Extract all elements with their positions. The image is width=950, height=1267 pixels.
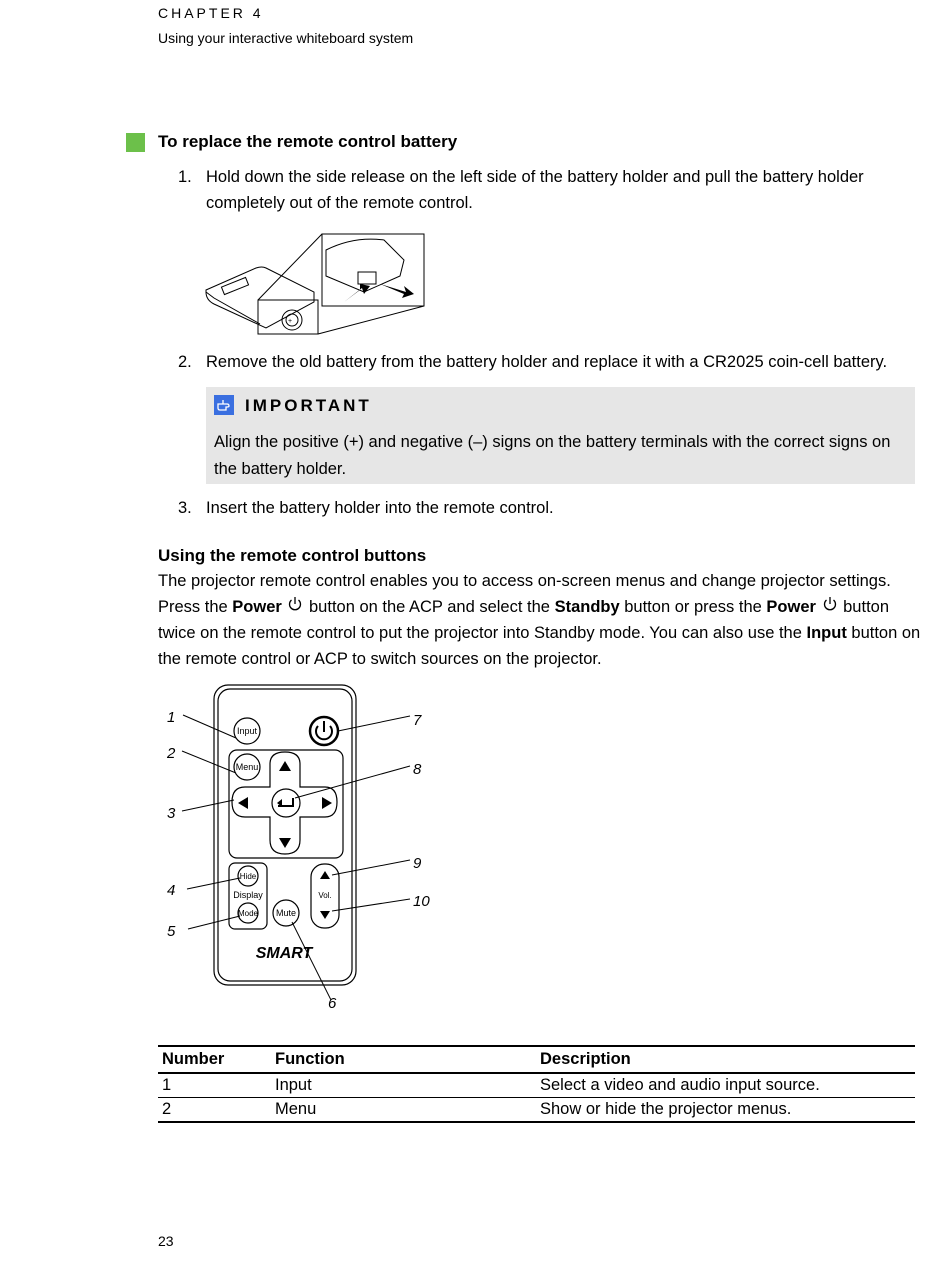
chapter-subtitle: Using your interactive whiteboard system xyxy=(158,30,414,46)
callout-9: 9 xyxy=(413,855,422,872)
remote-control-diagram xyxy=(160,682,460,1017)
step-number: 1. xyxy=(178,168,192,186)
table-cell: 2 xyxy=(158,1098,271,1123)
up-arrow-icon xyxy=(279,761,291,771)
enter-button xyxy=(272,789,300,817)
text-run: button twice on the remote control to put the projector into Standby mode. You can also use the xyxy=(158,598,890,642)
bold-term: Power xyxy=(232,598,282,616)
bold-term: Standby xyxy=(554,598,620,616)
svg-text:+: + xyxy=(288,318,293,325)
table-cell: Show or hide the projector menus. xyxy=(536,1098,915,1123)
callout-3: 3 xyxy=(167,805,176,822)
vol-label: Vol. xyxy=(318,891,332,900)
section-paragraph xyxy=(158,568,928,672)
callout-10: 10 xyxy=(413,893,430,910)
step-text: Remove the old battery from the battery holder and replace it with a CR2025 coin-cell battery. xyxy=(206,353,888,371)
column-header: Description xyxy=(536,1046,915,1073)
table-row xyxy=(158,1073,915,1098)
smart-logo: SMART xyxy=(255,945,313,962)
step-number: 3. xyxy=(178,499,192,517)
step-text: Insert the battery holder into the remote control. xyxy=(206,499,554,517)
left-arrow-icon xyxy=(238,797,248,809)
battery-holder-illustration xyxy=(204,232,428,338)
callout-4: 4 xyxy=(167,882,176,899)
section-title: Using the remote control buttons xyxy=(158,546,427,565)
page-number: 23 xyxy=(158,1233,174,1249)
text-run: The projector remote control enables you to access on-screen menus and change projector settings. Press the xyxy=(158,572,891,616)
display-label: Display xyxy=(233,890,263,900)
vol-down-icon xyxy=(320,911,330,919)
table-cell: Input xyxy=(271,1073,536,1098)
power-icon xyxy=(821,594,839,620)
chapter-heading: CHAPTER 4 xyxy=(158,5,264,21)
callout-2: 2 xyxy=(167,745,176,762)
input-button-label: Input xyxy=(236,726,258,736)
important-text: Align the positive (+) and negative (–) signs on the battery terminals with the correct signs on the battery holder. xyxy=(214,433,891,478)
text-run: button on the remote control or ACP to switch sources on the projector. xyxy=(158,624,921,668)
callout-5: 5 xyxy=(167,923,176,940)
step-number: 2. xyxy=(178,353,192,371)
bold-term: Input xyxy=(806,624,847,642)
pointing-hand-icon xyxy=(214,395,234,415)
column-header: Number xyxy=(158,1046,271,1073)
bold-term: Power xyxy=(766,598,816,616)
column-header: Function xyxy=(271,1046,536,1073)
table-cell: Menu xyxy=(271,1098,536,1123)
table-row xyxy=(158,1098,915,1123)
table-header-row xyxy=(158,1046,915,1073)
down-arrow-icon xyxy=(279,838,291,848)
procedure-title: To replace the remote control battery xyxy=(158,132,458,151)
callout-8: 8 xyxy=(413,761,422,778)
remote-outline xyxy=(214,685,356,985)
callout-7: 7 xyxy=(413,712,422,729)
vol-up-icon xyxy=(320,871,330,879)
table-cell: Select a video and audio input source. xyxy=(536,1073,915,1098)
step-text: Hold down the side release on the left side of the battery holder and pull the battery holder completely out of the remote control. xyxy=(206,168,864,212)
callout-1: 1 xyxy=(167,709,176,726)
mute-button-label: Mute xyxy=(275,908,297,918)
power-icon xyxy=(286,594,304,620)
procedure-marker-icon xyxy=(126,133,145,152)
menu-button-label: Menu xyxy=(235,762,259,772)
hide-button-label: Hide xyxy=(239,872,257,881)
important-label: IMPORTANT xyxy=(245,396,372,415)
text-run: button on the ACP and select the xyxy=(304,598,555,616)
button-function-table xyxy=(158,1045,915,1123)
text-run: button or press the xyxy=(619,598,767,616)
callout-6: 6 xyxy=(328,995,337,1012)
important-note xyxy=(206,387,915,484)
mode-button-label: Mode xyxy=(237,909,259,918)
table-cell: 1 xyxy=(158,1073,271,1098)
right-arrow-icon xyxy=(322,797,332,809)
